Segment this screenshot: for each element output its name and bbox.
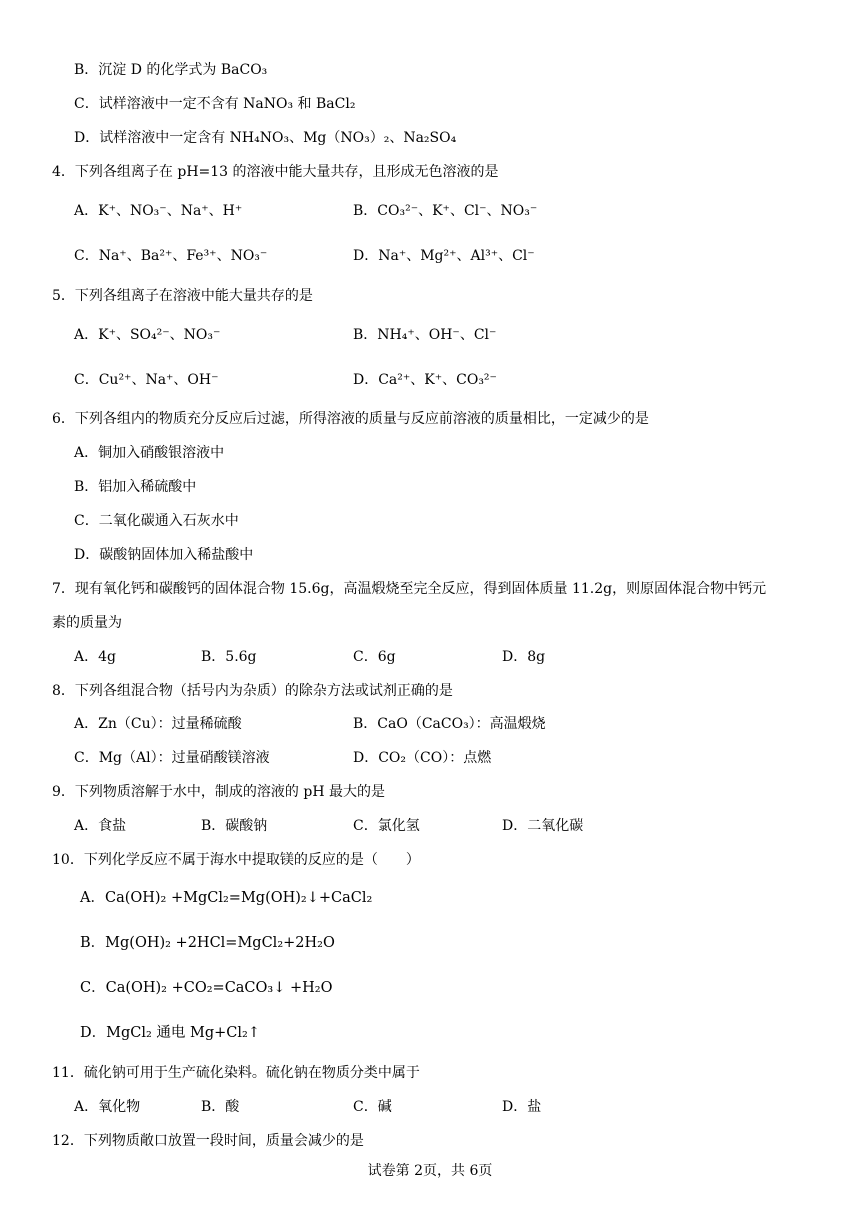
q5-option-a: A．K⁺、SO₄²⁻、NO₃⁻ xyxy=(74,327,221,343)
q6-option-c: C．二氧化碳通入石灰水中 xyxy=(74,513,239,529)
question-6: 6．下列各组内的物质充分反应后过滤，所得溶液的质量与反应前溶液的质量相比，一定减少的是 xyxy=(52,411,649,427)
question-7: 7．现有氧化钙和碳酸钙的固体混合物 15.6g，高温煅烧至完全反应，得到固体质量 11.2g，则原固体混合物中钙元 xyxy=(52,581,767,597)
q6-option-b: B．铝加入稀硫酸中 xyxy=(74,479,197,495)
q10-option-b: B．Mg(OH)₂ +2HCl=MgCl₂+2H₂O xyxy=(80,935,335,951)
q5-option-b: B．NH₄⁺、OH⁻、Cl⁻ xyxy=(353,327,497,343)
q5-option-d: D．Ca²⁺、K⁺、CO₃²⁻ xyxy=(353,372,497,388)
q11-option-d: D．盐 xyxy=(502,1099,542,1115)
q11-option-a: A．氧化物 xyxy=(74,1099,141,1115)
q5-option-c: C．Cu²⁺、Na⁺、OH⁻ xyxy=(74,372,219,388)
question-9: 9．下列物质溶解于水中，制成的溶液的 pH 最大的是 xyxy=(52,784,385,800)
q8-option-b: B．CaO（CaCO₃）：高温煅烧 xyxy=(353,716,546,732)
q11-option-c: C．碱 xyxy=(353,1099,392,1115)
question-7-cont: 素的质量为 xyxy=(52,615,122,631)
q9-option-a: A．食盐 xyxy=(74,818,127,834)
q10-option-a: A．Ca(OH)₂ +MgCl₂=Mg(OH)₂↓+CaCl₂ xyxy=(80,890,373,906)
q4-option-a: A．K⁺、NO₃⁻、Na⁺、H⁺ xyxy=(74,203,243,219)
q7-option-b: B．5.6g xyxy=(201,649,257,665)
q8-option-a: A．Zn（Cu）：过量稀硫酸 xyxy=(74,716,242,732)
q9-option-c: C．氯化氢 xyxy=(353,818,420,834)
q8-option-c: C．Mg（Al）：过量硝酸镁溶液 xyxy=(74,750,270,766)
q3-option-d: D．试样溶液中一定含有 NH₄NO₃、Mg（NO₃）₂、Na₂SO₄ xyxy=(74,130,457,146)
q9-option-b: B．碳酸钠 xyxy=(201,818,268,834)
question-4: 4．下列各组离子在 pH=13 的溶液中能大量共存，且形成无色溶液的是 xyxy=(52,164,499,180)
page-footer: 试卷第 2页，共 6页 xyxy=(367,1163,493,1179)
q3-option-c: C．试样溶液中一定不含有 NaNO₃ 和 BaCl₂ xyxy=(74,96,356,112)
q7-option-c: C．6g xyxy=(353,649,396,665)
q7-option-a: A．4g xyxy=(74,649,116,665)
question-5: 5．下列各组离子在溶液中能大量共存的是 xyxy=(52,288,313,304)
question-8: 8．下列各组混合物（括号内为杂质）的除杂方法或试剂正确的是 xyxy=(52,683,453,699)
q10-option-d: D．MgCl₂ 通电 Mg+Cl₂↑ xyxy=(80,1025,260,1041)
q10-option-c: C．Ca(OH)₂ +CO₂=CaCO₃↓ +H₂O xyxy=(80,980,333,996)
q3-option-b: B．沉淀 D 的化学式为 BaCO₃ xyxy=(74,62,268,78)
question-12: 12．下列物质敞口放置一段时间，质量会减少的是 xyxy=(52,1133,364,1149)
question-11: 11．硫化钠可用于生产硫化染料。硫化钠在物质分类中属于 xyxy=(52,1065,420,1081)
q4-option-d: D．Na⁺、Mg²⁺、Al³⁺、Cl⁻ xyxy=(353,248,535,264)
q7-option-d: D．8g xyxy=(502,649,546,665)
q6-option-d: D．碳酸钠固体加入稀盐酸中 xyxy=(74,547,254,563)
q4-option-c: C．Na⁺、Ba²⁺、Fe³⁺、NO₃⁻ xyxy=(74,248,268,264)
q8-option-d: D．CO₂（CO）：点燃 xyxy=(353,750,492,766)
q9-option-d: D．二氧化碳 xyxy=(502,818,584,834)
q4-option-b: B．CO₃²⁻、K⁺、Cl⁻、NO₃⁻ xyxy=(353,203,538,219)
question-10: 10．下列化学反应不属于海水中提取镁的反应的是（ ） xyxy=(52,852,420,868)
q11-option-b: B．酸 xyxy=(201,1099,240,1115)
q6-option-a: A．铜加入硝酸银溶液中 xyxy=(74,445,225,461)
